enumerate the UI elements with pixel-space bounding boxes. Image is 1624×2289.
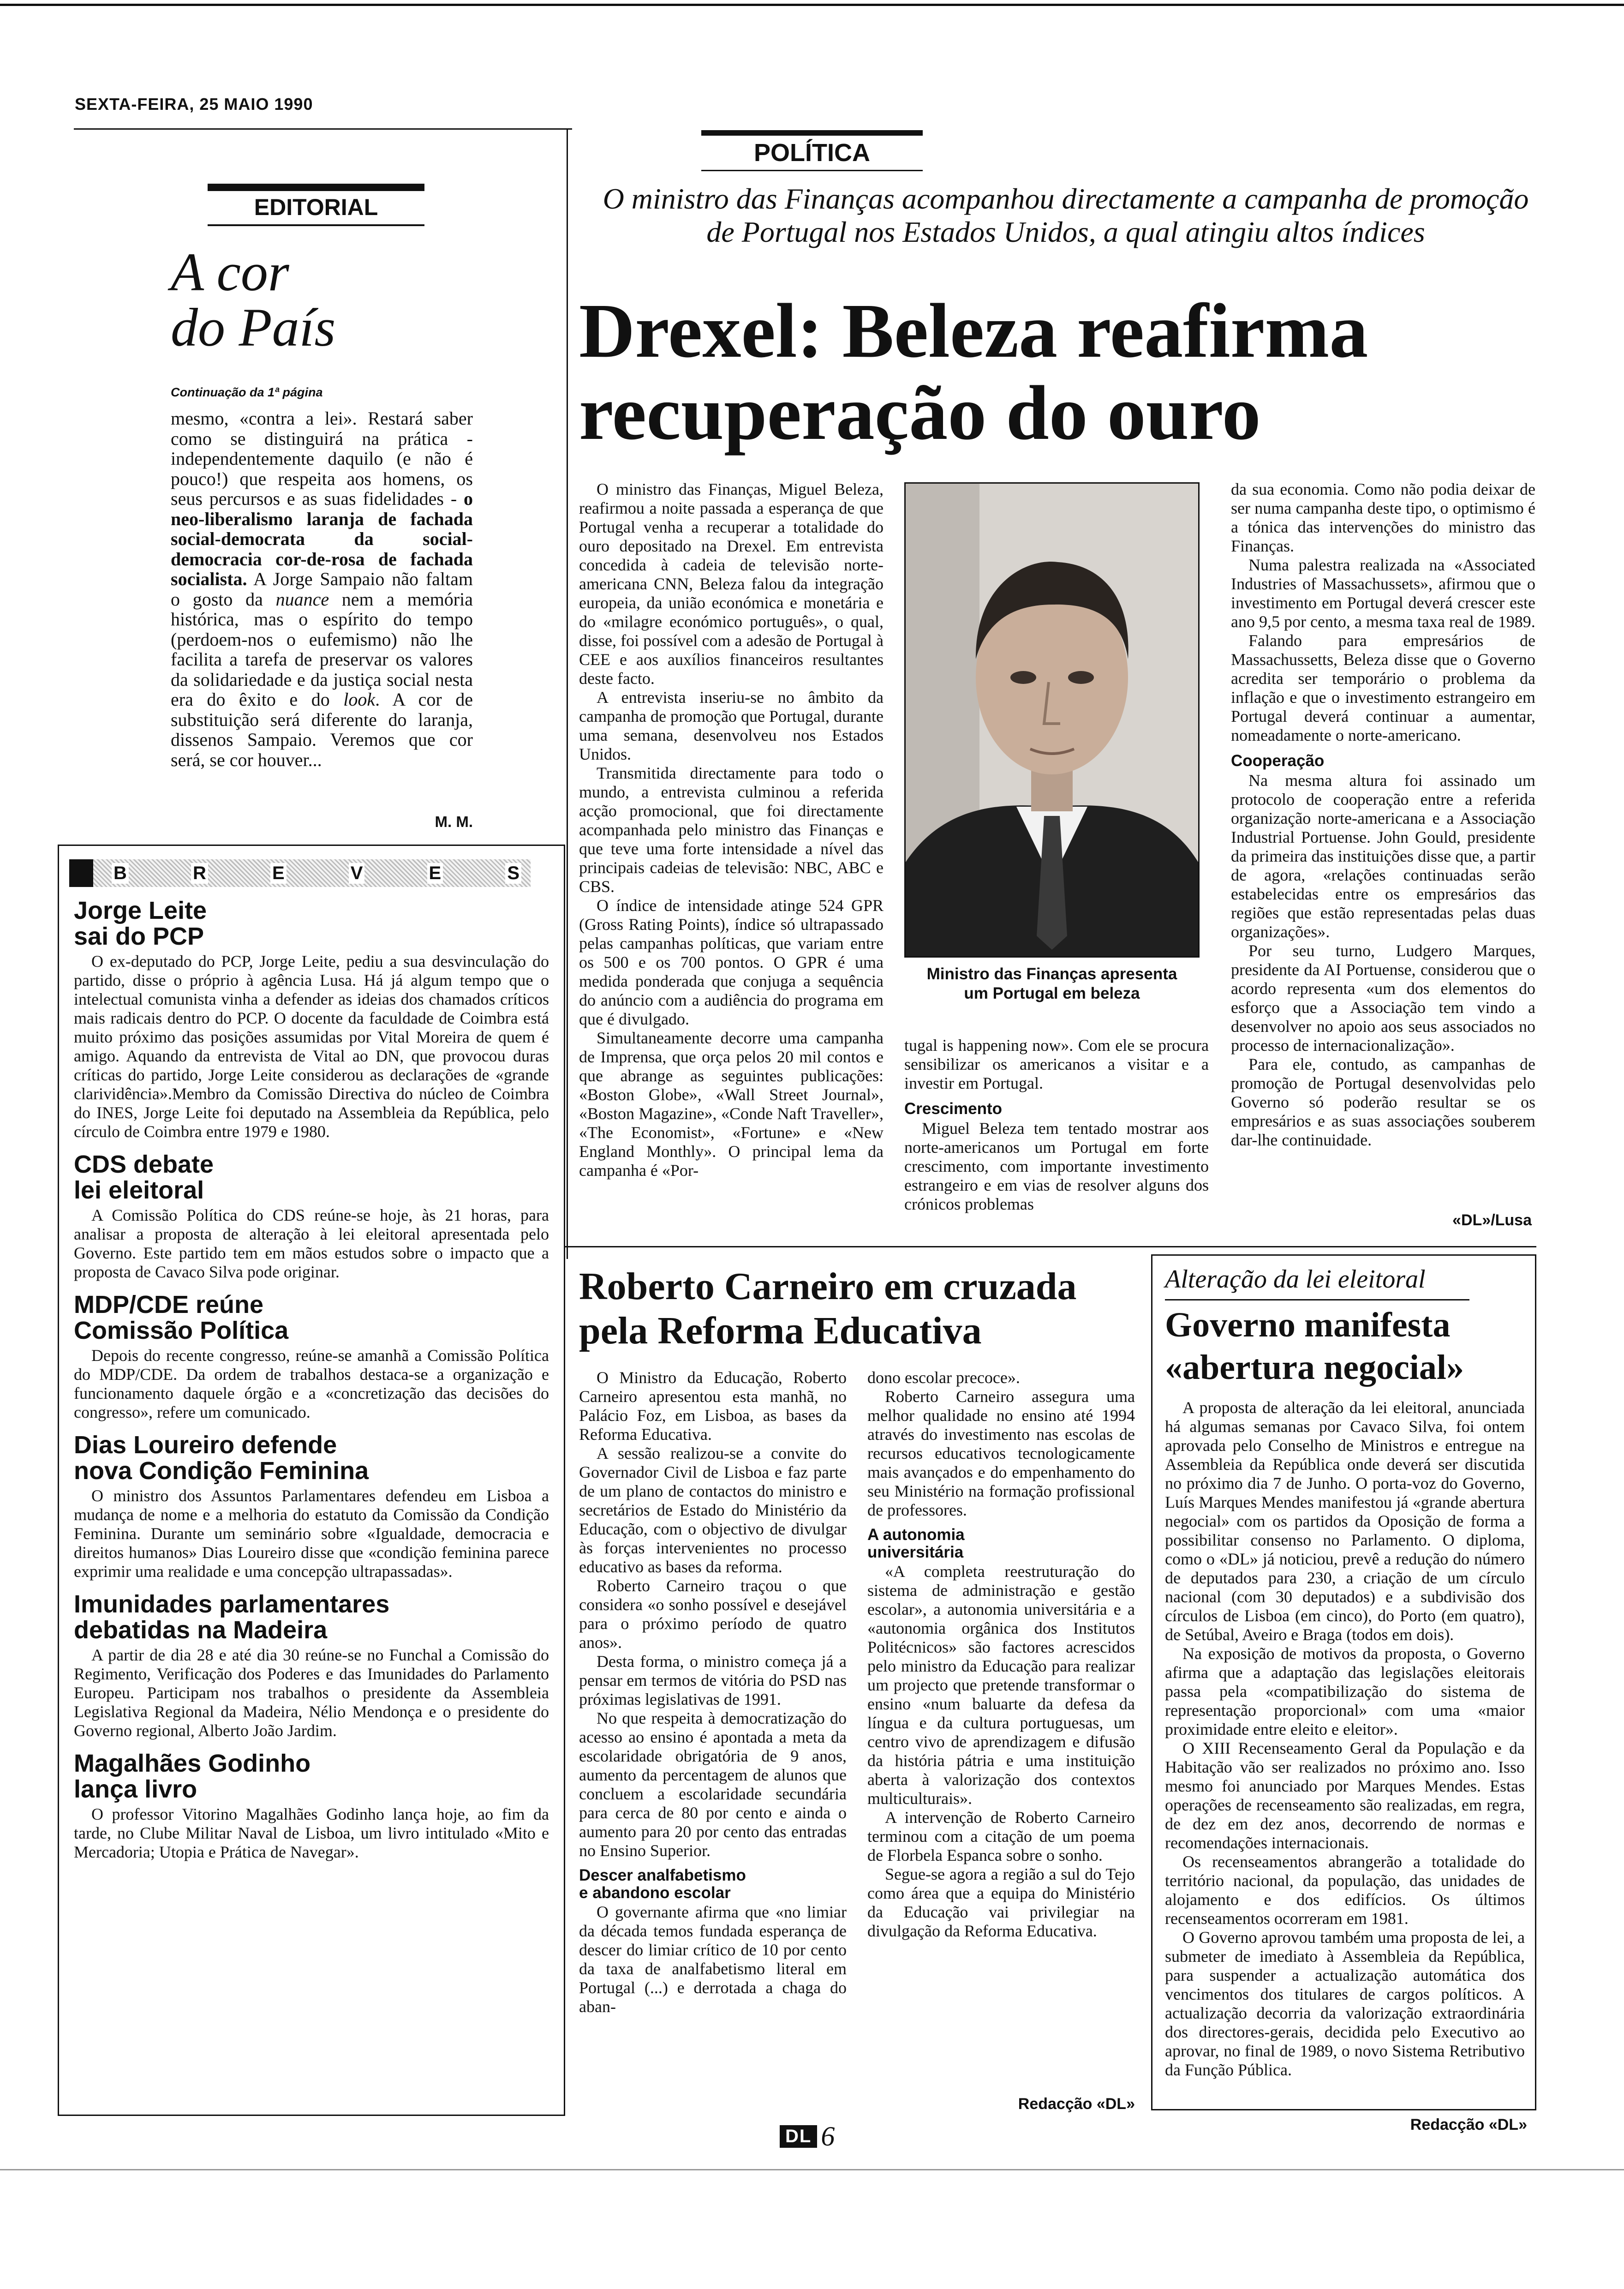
- education-paragraph: Roberto Carneiro traçou o que considera «o sonho possível e desejável para o próximo período de quatro anos».: [579, 1576, 847, 1652]
- electoral-paragraph: Na exposição de motivos da proposta, o Governo afirma que a adaptação das legislações eleitorais passa pela «compatibilização do sistema de representação proporcional» com uma «maior proximidade entre eleito e eleitor».: [1165, 1644, 1525, 1738]
- breve-item: [74, 898, 549, 1141]
- breve-item: [74, 1292, 549, 1422]
- breves-banner: [69, 859, 531, 887]
- main-subhead-cooperacao: Cooperação: [1231, 752, 1325, 770]
- breve-item: [74, 1432, 549, 1581]
- main-paragraph: Para ele, contudo, as campanhas de promoção de Portugal desenvolvidas pelo Governo só poderão resultar se os empresários e as suas associações souberem dar-lhe continuidade.: [1231, 1055, 1535, 1149]
- editorial-body: [171, 408, 473, 770]
- main-paragraph: Na mesma altura foi assinado um protocolo de cooperação entre a referida organização norte-americana e a Associação Industrial Portuense. John Gould, presidente da primeira das instituições disse que, a partir de agora, «relações continuadas serão estabelecidas entre os empresários das regiões que estão representadas pelas duas organizações».: [1231, 771, 1535, 941]
- breves-letter: S: [505, 863, 521, 884]
- education-paragraph: A intervenção de Roberto Carneiro terminou com a citação de um poema de Florbela Espanca sobre o sonho.: [867, 1808, 1135, 1864]
- editorial-continuation: Continuação da 1ª página: [171, 385, 323, 399]
- editorial-text-italic2: look: [343, 689, 376, 710]
- section-bar: [701, 130, 923, 136]
- editorial-text-b: A Jorge Sampaio não faltam o gosto da: [171, 569, 473, 610]
- breve-paragraph: A partir de dia 28 e até dia 30 reúne-se no Funchal a Comissão do Regimento, Verificação dos Poderes e das Imunidades do Parlamento Europeu. Participam nos trabalhos o presidente da Assembleia Legislativa Regional da Madeira, Nélio Mendonça e o presidente do Governo regional, Alberto João Jardim.: [74, 1646, 549, 1740]
- subhead-line: universitária: [867, 1543, 964, 1561]
- breve-title: [74, 1750, 549, 1802]
- photo-caption-line2: um Portugal em beleza: [964, 984, 1140, 1002]
- subhead-line: e abandono escolar: [579, 1884, 731, 1902]
- education-paragraph: O Ministro da Educação, Roberto Carneiro apresentou esta manhã, no Palácio Foz, em Lisboa, as bases da Reforma Educativa.: [579, 1368, 847, 1444]
- main-paragraph: da sua economia. Como não podia deixar de ser numa campanha deste tipo, o optimismo é a tónica das intervenções do ministro das Finanças.: [1231, 480, 1535, 555]
- main-paragraph: Transmitida directamente para todo o mundo, a entrevista culminou a referida acção promocional, que foi directamente acompanhada pelo ministro das Finanças e que teve uma forte intensidade a nível das principais cadeias de televisão: NBC, ABC e CBS.: [579, 764, 884, 896]
- breve-text: [74, 1805, 549, 1862]
- breve-paragraph: O ministro dos Assuntos Parlamentares defendeu em Lisboa a mudança de nome e a melhoria do estatuto da Comissão da Condição Feminina. Durante um seminário sobre «Igualdade, democracia e direitos humanos» Dias Loureiro disse que «condição feminina parece exprimir uma realidade e uma concepção ultrapassadas».: [74, 1486, 549, 1581]
- breve-title-line: Imunidades parlamentares: [74, 1590, 390, 1618]
- education-paragraph: No que respeita à democratização do acesso ao ensino é apontada a meta da escolaridade obrigatória de 9 anos, aumento da percentagem de alunos que concluem a escolaridade secundária para cerca de 80 por cento e ainda o aumento para 20 por cento das entradas no Ensino Superior.: [579, 1709, 847, 1860]
- subhead-line: A autonomia: [867, 1526, 965, 1544]
- editorial-text-italic: nuance: [275, 588, 329, 610]
- education-paragraph: Segue-se agora a região a sul do Tejo como área que a equipa do Ministério da Educação vai privilegiar na divulgação da Reforma Educativa.: [867, 1865, 1135, 1940]
- breve-title: [74, 1432, 549, 1484]
- section-label: POLÍTICA: [754, 139, 870, 167]
- electoral-headline-line1: Governo manifesta: [1165, 1306, 1451, 1344]
- electoral-body: [1165, 1398, 1525, 2079]
- education-headline-line2: pela Reforma Educativa: [579, 1309, 982, 1352]
- breve-title: [74, 1151, 549, 1203]
- breve-title: [74, 898, 549, 949]
- main-paragraph: Por seu turno, Ludgero Marques, presidente da AI Portuense, considerou que o acordo representa «um dos elementos do esforço que a Associação tem vindo a desenvolver no apoio aos seus associados no processo de internacionalização».: [1231, 941, 1535, 1055]
- electoral-paragraph: O XIII Recenseamento Geral da População e da Habitação vão ser realizados no próximo ano. Isso mesmo foi anunciado por Marques Mendes. Estas operações de recenseamento são realizadas, em regra, de dez em dez anos, decorrendo de normas e recomendações internacionais.: [1165, 1739, 1525, 1852]
- breve-text: [74, 1346, 549, 1422]
- editorial-text-a: mesmo, «contra a lei». Restará saber como se distinguirá na prática - independentemente daquilo (e não é pouco!) que respeita aos homens, os seus percursos e as suas fidelidades -: [171, 408, 473, 509]
- breve-item: [74, 1151, 549, 1282]
- breves-letter: R: [191, 863, 208, 884]
- electoral-headline: [1165, 1304, 1529, 1389]
- education-signature: Redacção «DL»: [1018, 2095, 1135, 2113]
- main-deck: O ministro das Finanças acompanhou directamente a campanha de promoção de Portugal nos Estados Unidos, a qual atingiu altos índices: [603, 182, 1529, 248]
- main-headline: [579, 290, 1548, 454]
- lower-divider: [565, 1246, 1536, 1247]
- photo-caption: [904, 965, 1200, 1003]
- breve-paragraph: O ex-deputado do PCP, Jorge Leite, pediu a sua desvinculação do partido, disse o próprio à agência Lusa. Há já algum tempo que o intelectual comunista vinha a defender as ideias dos chamados críticos mais radicais dentro do PCP. O docente da faculdade de Coimbra está muito próximo das posições assumidas por Vital Moreira de quem é amigo. Aquando da entrevista de Vital ao DN, que provocou duras críticas do partido, Jorge Leite considerou as declarações de «grande clarividência».Membro da Comissão Directiva do núcleo de Coimbra do INES, Jorge Leite foi deputado na Assembleia da República, pelo círculo de Coimbra entre 1979 e 1980.: [74, 952, 549, 1141]
- breve-paragraph: O professor Vitorino Magalhães Godinho lança hoje, ao fim da tarde, no Clube Militar Naval de Lisboa, um livro intitulado «Mito e Mercadoria; Utopia e Prática de Navegar».: [74, 1805, 549, 1861]
- education-subhead-autonomia: [867, 1526, 1135, 1561]
- breve-item: [74, 1750, 549, 1862]
- breve-title-line: lei eleitoral: [74, 1176, 204, 1204]
- breves-letter: V: [349, 863, 365, 884]
- breve-item: [74, 1591, 549, 1740]
- breve-title-line: nova Condição Feminina: [74, 1457, 369, 1485]
- education-paragraph: A sessão realizou-se a convite do Governador Civil de Lisboa e faz parte de um plano de contactos do ministro e secretários de Estado do Ministério da Educação, com o objectivo de divulgar às forças intervenientes no processo educativo as bases da reforma.: [579, 1444, 847, 1576]
- breve-title-line: sai do PCP: [74, 923, 204, 950]
- education-paragraph: O governante afirma que «no limiar da década temos fundada esperança de descer do limiar crítico de 10 por cento da taxa de analfabetismo literal em Portugal (...) e derrotada a chaga do aban-: [579, 1903, 847, 2016]
- education-paragraph: dono escolar precoce».: [867, 1368, 1020, 1387]
- electoral-paragraph: Os recenseamentos abrangerão a totalidade do território nacional, da população, das unidades de alojamento e dos edifícios. Os últimos recenseamentos ocorreram em 1981.: [1165, 1852, 1525, 1928]
- main-headline-line1: Drexel: Beleza reafirma: [579, 288, 1368, 374]
- main-headline-line2: recuperação do ouro: [579, 370, 1261, 456]
- breves-list: [74, 898, 549, 1862]
- education-col2: [867, 1368, 1135, 1941]
- main-col1: [579, 480, 884, 1180]
- breve-text: [74, 1646, 549, 1740]
- breve-title-line: Comissão Política: [74, 1317, 289, 1344]
- education-col1: [579, 1368, 847, 2016]
- electoral-kicker-rule: [1165, 1299, 1469, 1300]
- portrait-illustration: [906, 484, 1198, 956]
- breve-title-line: debatidas na Madeira: [74, 1616, 328, 1644]
- breves-letters: [112, 863, 531, 884]
- breve-title-line: CDS debate: [74, 1150, 214, 1178]
- minister-photo: [904, 482, 1200, 958]
- main-col2: [904, 1036, 1209, 1214]
- education-subhead-analfabetismo: [579, 1867, 847, 1902]
- bottom-edge: [0, 2169, 1624, 2170]
- photo-caption-line1: Ministro das Finanças apresenta: [926, 965, 1177, 983]
- main-subhead-crescimento: Crescimento: [904, 1100, 1003, 1118]
- editorial-bar: [208, 184, 424, 191]
- education-paragraph: «A completa reestruturação do sistema de administração e gestão escolar», a autonomia universitária e a «autonomia orgânica dos Institutos Politécnicos» são factores acrescidos pelo ministro da Educação para realizar um projecto que pretende transformar o ensino «num baluarte da defesa da língua e da cultura portuguesas, um centro vivo de aprendizagem e difusão da história pátria e uma instituição aberta à valorização dos contextos multiculturais».: [867, 1562, 1135, 1808]
- section-underline: [701, 170, 923, 171]
- editorial-text-c: nem a memória histórica, mas o espírito do tempo (perdoem-nos o eufemismo) não lhe facilita a tarefa de preservar os valores da solidariedade e da justiça social nesta era do êxito e do: [171, 588, 473, 710]
- main-paragraph: Miguel Beleza tem tentado mostrar aos norte-americanos um Portugal em forte crescimento, com importante investimento estrangeiro e em vias de resolver alguns dos crónicos problemas: [904, 1119, 1209, 1213]
- page-number: 6: [821, 2121, 835, 2151]
- page-footer: [780, 2121, 835, 2152]
- breves-letter: B: [112, 863, 129, 884]
- breve-paragraph: A Comissão Política do CDS reúne-se hoje, às 21 horas, para analisar a proposta de alteração à lei eleitoral apresentada pelo Governo. Este partido tem em mãos estudos sobre o impacto que a proposta de Cavaco Silva pode originar.: [74, 1206, 549, 1281]
- breve-text: [74, 952, 549, 1141]
- main-paragraph: O ministro das Finanças, Miguel Beleza, reafirmou a noite passada a esperança de que Portugal venha a recuperar a totalidade do ouro depositado na Drexel. Em entrevista concedida à cadeia de televisão norte-americana CNN, Beleza falou da integração europeia, da união económica e monetária e do «milagre económico português», o qual, disse, foi possível com a adesão de Portugal à CEE e aos auxílios financeiros resultantes deste facto.: [579, 480, 884, 688]
- education-paragraph: Desta forma, o ministro começa já a pensar em termos de vitória do PSD nas próximas legislativas de 1991.: [579, 1652, 847, 1708]
- editorial-text-bold: o neo-liberalismo laranja de fachada social-democrata da social-democracia cor-de-rosa de fachada socialista.: [171, 488, 473, 589]
- breve-title: [74, 1591, 549, 1643]
- breve-paragraph: Depois do recente congresso, reúne-se amanhã a Comissão Política do MDP/CDE. Da ordem de trabalhos destaca-se a organização e funcionamento daquele órgão e a «concretização das decisões do congresso», refere um comunicado.: [74, 1346, 549, 1421]
- education-headline: [579, 1264, 1146, 1353]
- page-date: SEXTA-FEIRA, 25 MAIO 1990: [75, 95, 313, 114]
- main-paragraph: tugal is happening now». Com ele se procura sensibilizar os americanos a visitar e a investir em Portugal.: [904, 1036, 1209, 1092]
- editorial-label: EDITORIAL: [254, 194, 378, 220]
- electoral-paragraph: O Governo aprovou também uma proposta de lei, a submeter de imediato à Assembleia da República, para suspender a actualização automática dos vencimentos dos titulares de cargos políticos. A actualização decorria da valorização extraordinária dos directores-gerais, decidida pelo Executivo ao aprovar, no final de 1989, o novo Sistema Retributivo da Função Pública.: [1165, 1928, 1525, 2079]
- main-paragraph: Simultaneamente decorre uma campanha de Imprensa, que orça pelos 20 mil contos e que abrange as seguintes publicações: «Boston Globe», «Wall Street Journal», «Boston Magazine», «Conde Naft Traveller», «The Economist», «Fortune» e «New England Monthly». O principal lema da campanha é «Por-: [579, 1029, 884, 1180]
- main-col3: [1231, 480, 1535, 1150]
- electoral-signature: Redacção «DL»: [1410, 2116, 1527, 2133]
- breve-title-line: lança livro: [74, 1775, 197, 1803]
- breve-text: [74, 1486, 549, 1581]
- main-paragraph: A entrevista inseriu-se no âmbito da campanha de promoção que Portugal, durante uma semana, desenvolveu nos Estados Unidos.: [579, 688, 884, 763]
- breves-marker: [69, 859, 93, 887]
- top-border: [0, 4, 1624, 6]
- breve-title-line: Jorge Leite: [74, 897, 207, 924]
- editorial-signature: M. M.: [435, 813, 473, 830]
- electoral-paragraph: A proposta de alteração da lei eleitoral, anunciada há algumas semanas por Cavaco Silva, foi ontem aprovada pelo Conselho de Ministros e entregue na Assembleia da República onde deverá ser discutida no próximo dia 7 de Junho. O porta-voz do Governo, Luís Marques Mendes manifestou já «grande abertura negocial» com os partidos da Oposição de forma a possibilitar consenso no Parlamento. O diploma, como o «DL» já noticiou, prevê a redução do número de deputados para 230, a criação de um círculo nacional (com 30 deputados) e a subdivisão dos círculos de Lisboa (em cinco), do Porto (em quatro), de Setúbal, Aveiro e Braga (todos em dois).: [1165, 1398, 1525, 1644]
- breves-letter: E: [427, 863, 443, 884]
- left-top-rule: [74, 128, 572, 130]
- subhead-line: Descer analfabetismo: [579, 1866, 746, 1884]
- dl-logo: DL: [780, 2125, 817, 2148]
- editorial-title-line2: do País: [171, 297, 336, 358]
- left-column-divider: [567, 128, 568, 1259]
- education-paragraph: Roberto Carneiro assegura uma melhor qualidade no ensino até 1994 através do investimento nas escolas de recursos educativos tecnologicamente mais avançados e do empenhamento do seu Ministério na formação profissional de professores.: [867, 1387, 1135, 1519]
- main-signature: «DL»/Lusa: [1452, 1211, 1532, 1229]
- electoral-kicker: Alteração da lei eleitoral: [1165, 1265, 1426, 1294]
- breve-title-line: Magalhães Godinho: [74, 1750, 311, 1777]
- breves-letter: E: [270, 863, 287, 884]
- main-paragraph: Falando para empresários de Massachussetts, Beleza disse que o Governo acredita ser temporário o problema da inflação e que o investimento estrangeiro em Portugal deverá continuar a aumentar, nomeadamente o norte-americano.: [1231, 631, 1535, 744]
- breve-text: [74, 1206, 549, 1282]
- breve-title-line: Dias Loureiro defende: [74, 1431, 337, 1459]
- editorial-underline: [208, 224, 424, 226]
- breve-title-line: MDP/CDE reúne: [74, 1291, 264, 1318]
- breve-title: [74, 1292, 549, 1343]
- editorial-text-d: . A cor de substituição será diferente do laranja, dissenos Sampaio. Veremos que cor será, se cor houver...: [171, 689, 473, 770]
- main-paragraph: Numa palestra realizada na «Associated Industries of Massachussets», afirmou que o investimento em Portugal deverá crescer este ano 9,5 por cento, a mesma taxa real de 1989.: [1231, 556, 1535, 631]
- editorial-title: [171, 242, 336, 358]
- editorial-title-line1: A cor: [171, 242, 289, 302]
- education-headline-line1: Roberto Carneiro em cruzada: [579, 1265, 1077, 1308]
- main-paragraph: O índice de intensidade atinge 524 GPR (Gross Rating Points), índice só ultrapassado pelas campanhas políticas, que variam entre os 500 e os 700 pontos. O GPR é uma medida ponderada que conjuga a sequência do anúncio com a audiência do programa em que é divulgado.: [579, 896, 884, 1028]
- electoral-headline-line2: «abertura negocial»: [1165, 1348, 1464, 1387]
